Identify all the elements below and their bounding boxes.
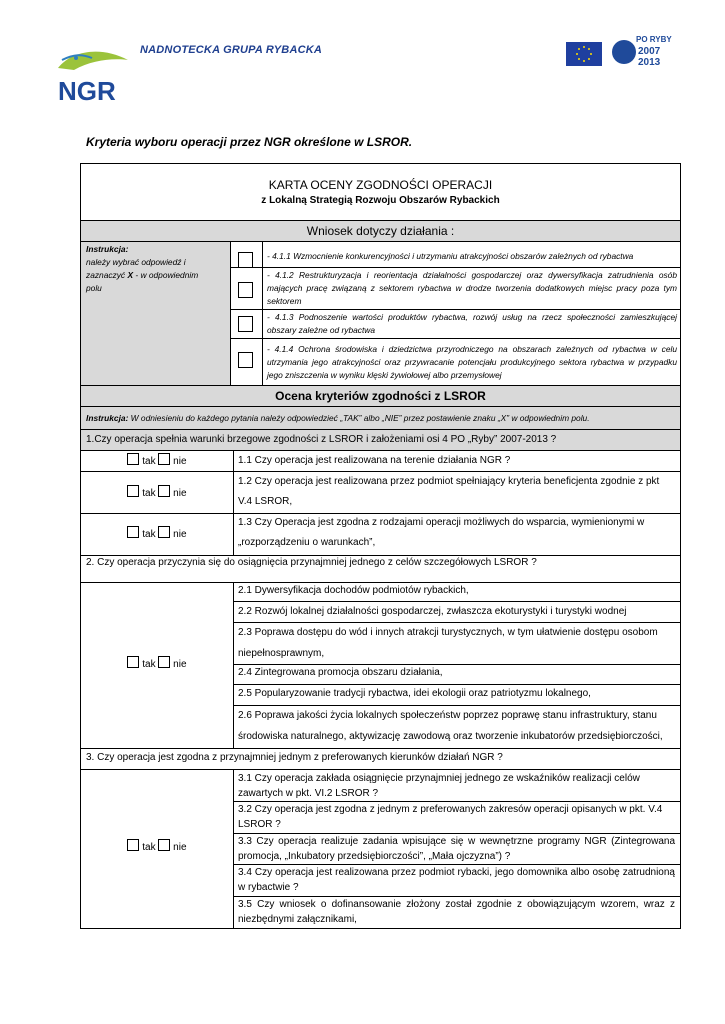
svg-text:2007: 2007 bbox=[638, 46, 661, 57]
action-item-1: - 4.1.1 Wzmocnienie konkurencyjności i utrzymaniu atrakcyjności obszarów zależnych od rybactwa bbox=[267, 251, 634, 261]
q1-1-tak-checkbox[interactable] bbox=[127, 453, 139, 465]
q3-item-5: 3.5 Czy wniosek o dofinansowanie złożony został zgodnie z obowiązującym wzorem, wraz z niezbędnymi załącznikami, bbox=[238, 899, 675, 925]
q2-nie-checkbox[interactable] bbox=[158, 656, 170, 668]
action-item-3: - 4.1.3 Podnoszenie wartości produktów rybactwa, rozwój usług na rzecz społeczności zamieszkującej obszary zależne od rybactwa bbox=[267, 312, 677, 335]
q2-item-5: 2.5 Popularyzowanie tradycji rybactwa, idei ekologii oraz patriotyzmu lokalnego, bbox=[238, 688, 591, 699]
q1-item-2: 1.2 Czy operacja jest realizowana przez podmiot spełniający kryteria beneficjenta zgodnie z pkt V.4 LSROR, bbox=[238, 476, 660, 507]
svg-text:PO RYBY: PO RYBY bbox=[636, 35, 672, 44]
org-name: NADNOTECKA GRUPA RYBACKA bbox=[140, 44, 323, 56]
q2-item-1: 2.1 Dywersyfikacja dochodów podmiotów rybackich, bbox=[238, 585, 469, 596]
card-header bbox=[80, 178, 681, 206]
q1-3-answer: tak nie bbox=[81, 525, 233, 545]
q3-tak-checkbox[interactable] bbox=[127, 839, 139, 851]
q1-1-answer: tak nie bbox=[81, 452, 233, 472]
action-checkbox-3[interactable] bbox=[238, 316, 253, 332]
q3-item-3: 3.3 Czy operacja realizuje zadania wpisujące się w wewnętrzne programy NGR (Zintegrowana promocja, „Inkubatory przedsiębiorczości”, „Mała ojczyzna”) ? bbox=[238, 836, 675, 862]
card-subtitle: z Lokalną Strategią Rozwoju Obszarów Rybackich bbox=[261, 195, 500, 206]
q2-answer: tak nie bbox=[81, 655, 233, 675]
question-3: 3. Czy operacja jest zgodna z przynajmniej jednym z preferowanych kierunków działań NGR ? bbox=[86, 752, 503, 763]
action-checkbox-1[interactable] bbox=[238, 252, 253, 268]
q3-item-4: 3.4 Czy operacja jest realizowana przez podmiot rybacki, jego domownika albo osobę zatrudnioną w rybactwie ? bbox=[238, 867, 675, 893]
q1-2-nie-checkbox[interactable] bbox=[158, 485, 170, 497]
card-title: KARTA OCENY ZGODNOŚCI OPERACJI bbox=[268, 178, 493, 192]
ngr-logo-text: NGR bbox=[58, 76, 116, 106]
action-checkbox-4[interactable] bbox=[238, 352, 253, 368]
q1-2-tak-checkbox[interactable] bbox=[127, 485, 139, 497]
instruction-label: Instrukcja: bbox=[86, 244, 129, 254]
question-2: 2. Czy operacja przyczynia się do osiągnięcia przynajmniej jednego z celów szczegółowych LSROR ? bbox=[86, 557, 537, 568]
q1-3-tak-checkbox[interactable] bbox=[127, 526, 139, 538]
wniosek-heading: Wniosek dotyczy działania : bbox=[81, 221, 680, 241]
question-1: 1.Czy operacja spełnia warunki brzegowe zgodności z LSROR i założeniami osi 4 PO „Ryby” 2007-2013 ? bbox=[81, 430, 680, 450]
q2-tak-checkbox[interactable] bbox=[127, 656, 139, 668]
q3-item-1: 3.1 Czy operacja zakłada osiągnięcie przynajmniej jednego ze wskaźników realizacji celów zawartych w pkt. VI.2 LSROR ? bbox=[238, 773, 640, 799]
q3-nie-checkbox[interactable] bbox=[158, 839, 170, 851]
eu-flag-icon bbox=[566, 42, 602, 66]
instruction-box: Instrukcja: należy wybrać odpowiedź i zaznaczyć X - w odpowiednim polu bbox=[86, 244, 199, 293]
q1-1-nie-checkbox[interactable] bbox=[158, 453, 170, 465]
q2-item-6: 2.6 Poprawa jakości życia lokalnych społeczeństw poprzez poprawę stanu infrastruktury, stanu środowiska naturalnego, aktywizację zawodową oraz tworzenie inkubatorów przedsiębiorczości, bbox=[238, 710, 663, 742]
q2-item-4: 2.4 Zintegrowana promocja obszaru działania, bbox=[238, 667, 443, 678]
ocena-heading: Ocena kryteriów zgodności z LSROR bbox=[81, 386, 680, 406]
q3-answer: tak nie bbox=[81, 838, 233, 858]
svg-text:2013: 2013 bbox=[638, 57, 661, 68]
q1-2-answer: tak nie bbox=[81, 484, 233, 504]
po-ryby-logo bbox=[610, 32, 672, 78]
q1-item-3: 1.3 Czy Operacja jest zgodna z rodzajami operacji możliwych do wsparcia, wymienionymi w „rozporządzeniu o warunkach”, bbox=[238, 517, 645, 548]
ngr-logo bbox=[52, 38, 132, 106]
action-item-4: - 4.1.4 Ochrona środowiska i dziedzictwa przyrodniczego na obszarach zależnych od rybactwa w celu utrzymania jego atrakcyjności oraz przywracanie potencjału produkcyjnego sektora rybactwa w przypadku jego zniszczenia w wyniku klęski żywiołowej albo przemysłowej bbox=[267, 344, 677, 380]
action-item-2: - 4.1.2 Restrukturyzacja i reorientacja działalności gospodarczej oraz dywersyfikacja zatrudnienia osób mających pracę związaną z sektorem rybactwa w drodze tworzenia dodatkowych miejsc pracy poza tym sektorem bbox=[267, 270, 677, 306]
q1-3-nie-checkbox[interactable] bbox=[158, 526, 170, 538]
action-checkbox-2[interactable] bbox=[238, 282, 253, 298]
ocena-instruction: Instrukcja: W odniesieniu do każdego pytania należy odpowiedzieć „TAK” albo „NIE” przez postawienie znaku „X” w odpowiednim polu. bbox=[81, 407, 680, 429]
q1-item-1: 1.1 Czy operacja jest realizowana na terenie działania NGR ? bbox=[238, 455, 511, 466]
q2-item-3: 2.3 Poprawa dostępu do wód i innych atrakcji turystycznych, w tym ułatwienie dostępu osobom niepełnosprawnym, bbox=[238, 627, 658, 659]
criteria-title: Kryteria wyboru operacji przez NGR określone w LSROR. bbox=[86, 135, 413, 149]
q3-item-2: 3.2 Czy operacja jest zgodna z jednym z preferowanych zakresów operacji opisanych w pkt. V.4 LSROR ? bbox=[238, 804, 663, 830]
q2-item-2: 2.2 Rozwój lokalnej działalności gospodarczej, zwłaszcza ekoturystyki i turystyki wodnej bbox=[238, 606, 627, 617]
